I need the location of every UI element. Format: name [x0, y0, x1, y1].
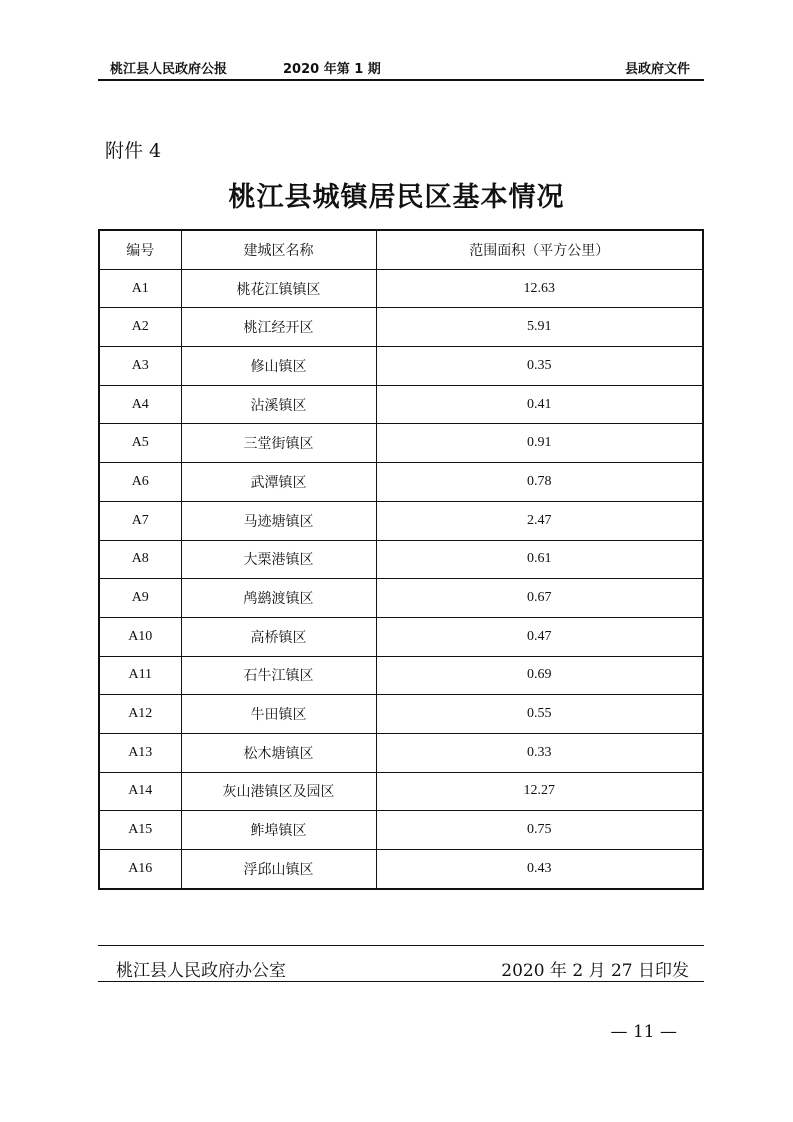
column-header-name: 建城区名称 — [181, 230, 376, 269]
issuing-office: 桃江县人民政府办公室 — [116, 961, 286, 981]
cell-code: A3 — [99, 347, 181, 386]
cell-code: A10 — [99, 617, 181, 656]
cell-name: 鸬鹚渡镇区 — [181, 579, 376, 618]
cell-code: A14 — [99, 772, 181, 811]
footer-divider-top — [98, 945, 704, 946]
cell-name: 沾溪镇区 — [181, 385, 376, 424]
cell-area: 12.27 — [376, 772, 703, 811]
table-row — [99, 385, 703, 424]
table-row — [99, 424, 703, 463]
cell-name: 大栗港镇区 — [181, 540, 376, 579]
issue-number: 2020 年第 1 期 — [283, 62, 381, 77]
cell-area: 0.33 — [376, 733, 703, 772]
cell-code: A6 — [99, 463, 181, 502]
cell-code: A8 — [99, 540, 181, 579]
issue-date: 2020 年 2 月 27 日印发 — [501, 961, 689, 981]
column-header-code: 编号 — [99, 230, 181, 269]
cell-code: A15 — [99, 811, 181, 850]
table-row — [99, 579, 703, 618]
bulletin-name: 桃江县人民政府公报 — [110, 62, 228, 77]
cell-name: 松木塘镇区 — [181, 733, 376, 772]
column-header-area: 范围面积（平方公里） — [376, 230, 703, 269]
cell-code: A1 — [99, 269, 181, 308]
section-name: 县政府文件 — [624, 62, 690, 77]
table-body — [99, 269, 703, 889]
table-row — [99, 656, 703, 695]
cell-code: A11 — [99, 656, 181, 695]
table-row — [99, 695, 703, 734]
table-row — [99, 347, 703, 386]
table-row — [99, 850, 703, 889]
table-row — [99, 811, 703, 850]
cell-name: 修山镇区 — [181, 347, 376, 386]
cell-area: 0.75 — [376, 811, 703, 850]
cell-name: 桃花江镇镇区 — [181, 269, 376, 308]
cell-area: 0.35 — [376, 347, 703, 386]
cell-name: 浮邱山镇区 — [181, 850, 376, 889]
cell-name: 马迹塘镇区 — [181, 501, 376, 540]
cell-code: A12 — [99, 695, 181, 734]
cell-name: 牛田镇区 — [181, 695, 376, 734]
table-row — [99, 733, 703, 772]
cell-area: 12.63 — [376, 269, 703, 308]
cell-name: 桃江经开区 — [181, 308, 376, 347]
page-number: — 11 — — [610, 1022, 677, 1042]
cell-name: 鲊埠镇区 — [181, 811, 376, 850]
footer-divider-bottom — [98, 981, 704, 982]
cell-name: 三堂街镇区 — [181, 424, 376, 463]
cell-name: 石牛江镇区 — [181, 656, 376, 695]
cell-area: 5.91 — [376, 308, 703, 347]
cell-code: A5 — [99, 424, 181, 463]
cell-code: A2 — [99, 308, 181, 347]
table-row — [99, 540, 703, 579]
cell-area: 0.43 — [376, 850, 703, 889]
page-header — [98, 58, 698, 80]
cell-area: 0.78 — [376, 463, 703, 502]
cell-code: A4 — [99, 385, 181, 424]
cell-area: 0.41 — [376, 385, 703, 424]
cell-area: 0.67 — [376, 579, 703, 618]
cell-name: 高桥镇区 — [181, 617, 376, 656]
table-row — [99, 772, 703, 811]
attachment-label: 附件 4 — [105, 140, 162, 162]
table-header-row — [99, 230, 703, 269]
cell-area: 0.47 — [376, 617, 703, 656]
table-row — [99, 269, 703, 308]
cell-area: 0.55 — [376, 695, 703, 734]
cell-name: 灰山港镇区及园区 — [181, 772, 376, 811]
table-row — [99, 463, 703, 502]
cell-code: A9 — [99, 579, 181, 618]
table-row — [99, 617, 703, 656]
cell-area: 0.69 — [376, 656, 703, 695]
table-row — [99, 308, 703, 347]
cell-code: A16 — [99, 850, 181, 889]
cell-code: A13 — [99, 733, 181, 772]
cell-name: 武潭镇区 — [181, 463, 376, 502]
header-divider — [98, 79, 704, 81]
table-row — [99, 501, 703, 540]
residential-area-table — [98, 229, 704, 890]
cell-area: 2.47 — [376, 501, 703, 540]
cell-code: A7 — [99, 501, 181, 540]
document-title: 桃江县城镇居民区基本情况 — [228, 182, 565, 213]
cell-area: 0.61 — [376, 540, 703, 579]
cell-area: 0.91 — [376, 424, 703, 463]
